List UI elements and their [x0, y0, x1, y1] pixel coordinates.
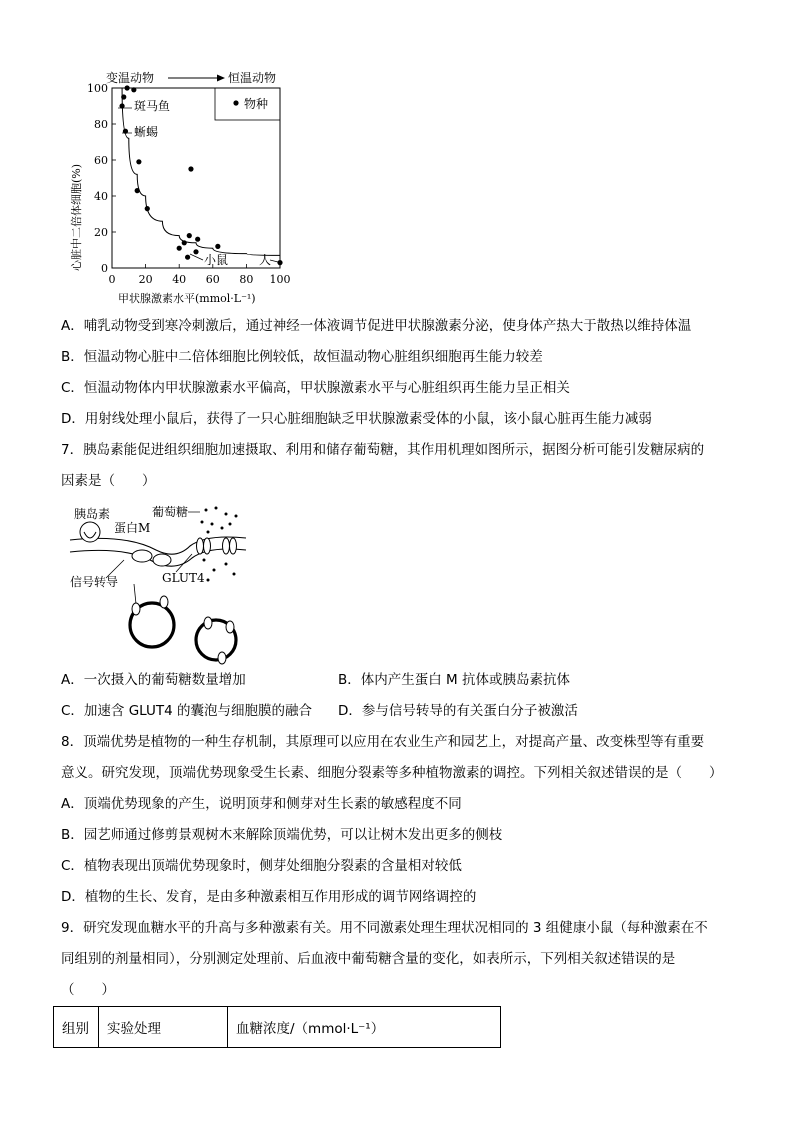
- data-point: [125, 85, 130, 90]
- q7-option-d: D．参与信号转导的有关蛋白分子被激活: [338, 703, 578, 719]
- label-insulin: 胰岛素: [74, 507, 111, 521]
- q9-stem-line-3: （ ）: [61, 982, 115, 998]
- label-glut4: GLUT4: [162, 571, 205, 585]
- label-signal-transduction: 信号转导: [70, 575, 119, 589]
- table-header-treatment: 实验处理: [99, 1007, 228, 1048]
- data-point: [195, 237, 200, 242]
- legend: [215, 88, 280, 120]
- q8-option-a: A．顶端优势现象的产生，说明顶芽和侧芽对生长素的敏感程度不同: [61, 796, 462, 812]
- data-point: [215, 244, 220, 249]
- annotation-zebrafish: 斑马鱼: [134, 99, 171, 113]
- q6-option-d: D．用射线处理小鼠后，获得了一只心脏细胞缺乏甲状腺激素受体的小鼠，该小鼠心脏再生能力减弱: [61, 411, 652, 427]
- y-tick-label: 40: [94, 190, 108, 203]
- annotation-mouse-leader: [190, 254, 203, 260]
- x-tick-label: 60: [205, 273, 220, 286]
- x-tick-label: 40: [172, 273, 187, 286]
- annotation-human-leader: [270, 260, 278, 262]
- q7-option-c: C．加速含 GLUT4 的囊泡与细胞膜的融合: [61, 703, 313, 719]
- legend-marker: [233, 100, 238, 105]
- data-point: [135, 188, 140, 193]
- data-point: [185, 255, 190, 260]
- q8-option-c: C．植物表现出顶端优势现象时，侧芽处细胞分裂素的含量相对较低: [61, 858, 462, 874]
- top-label-ectotherm: 变温动物: [106, 71, 155, 85]
- q8-option-b: B．园艺师通过修剪景观树木来解除顶端优势，可以让树木发出更多的侧枝: [61, 827, 503, 843]
- data-point: [193, 249, 198, 254]
- q6-option-c: C．恒温动物体内甲状腺激素水平偏高，甲状腺激素水平与心脏组织再生能力呈正相关: [61, 380, 570, 396]
- q6-option-b: B．恒温动物心脏中二倍体细胞比例较低，故恒温动物心脏组织细胞再生能力较差: [61, 349, 543, 365]
- x-tick-label: 0: [108, 273, 116, 286]
- y-tick-label: 100: [87, 82, 108, 95]
- table-header-group: 组别: [54, 1007, 99, 1048]
- data-point: [177, 246, 182, 251]
- q8-option-d: D．植物的生长、发育，是由多种激素相互作用形成的调节网络调控的: [61, 889, 477, 905]
- glut4-channel: [197, 538, 237, 554]
- data-point: [131, 87, 136, 92]
- data-point: [182, 240, 187, 245]
- annotation-mouse: 小鼠: [204, 253, 229, 267]
- data-point: [187, 233, 192, 238]
- glut4-vesicle-2: [196, 617, 236, 664]
- q7-stem-line-2: 因素是（ ）: [61, 473, 156, 489]
- annotation-human: 人: [259, 253, 272, 267]
- x-tick-label: 20: [138, 273, 153, 286]
- q8-stem-line-1: 8．顶端优势是植物的一种生存机制，其原理可以应用在农业生产和园艺上，对提高产量、改变株型等有重要: [61, 734, 705, 750]
- y-axis-label: 心脏中二倍体细胞(%): [70, 163, 83, 271]
- y-tick-label: 60: [94, 154, 108, 167]
- x-tick-label: 80: [239, 273, 254, 286]
- q7-option-a: A．一次摄入的葡萄糖数量增加: [61, 672, 246, 688]
- legend-label: 物种: [244, 97, 269, 111]
- glut4-vesicle-1: [130, 596, 174, 647]
- arrow-right-icon: [168, 75, 225, 82]
- x-tick-label: 100: [269, 273, 291, 286]
- label-glucose: 葡萄糖: [152, 505, 189, 519]
- x-axis-label: 甲状腺激素水平(mmol·L⁻¹): [118, 292, 256, 305]
- q9-data-table: [53, 1006, 501, 1048]
- data-point: [145, 206, 150, 211]
- q9-stem-line-1: 9．研究发现血糖水平的升高与多种激素有关。用不同激素处理生理状况相同的 3 组健康小鼠（每种激素在不: [61, 920, 708, 936]
- y-tick-label: 80: [94, 118, 108, 131]
- q8-stem-line-2: 意义。研究发现，顶端优势现象受生长素、细胞分裂素等多种植物激素的调控。下列相关叙述错误的是（ ）: [61, 765, 723, 781]
- q6-option-a: A．哺乳动物受到寒冷刺激后，通过神经一体液调节促进甲状腺激素分泌，使身体产热大于散热以维持体温: [61, 318, 692, 334]
- top-label-endotherm: 恒温动物: [228, 71, 277, 85]
- thyroid-scatter-chart: [60, 64, 310, 308]
- insulin-receptor: [80, 522, 100, 542]
- y-tick-label: 0: [101, 262, 108, 275]
- label-protein-m: 蛋白M: [114, 521, 151, 535]
- insulin-mechanism-diagram: [66, 500, 256, 666]
- q7-stem-line-1: 7．胰岛素能促进组织细胞加速摄取、利用和储存葡萄糖，其作用机理如图所示，据图分析可能引发糖尿病的: [61, 442, 705, 458]
- q7-option-b: B．体内产生蛋白 M 抗体或胰岛素抗体: [338, 672, 570, 688]
- table-header-glucose: 血糖浓度/（mmol·L⁻¹）: [228, 1007, 501, 1048]
- fit-curve: [122, 88, 280, 255]
- data-point: [121, 94, 126, 99]
- q9-stem-line-2: 同组别的剂量相同），分别测定处理前、后血液中葡萄糖含量的变化，如表所示，下列相关叙述错误的是: [61, 951, 676, 967]
- data-point: [277, 260, 282, 265]
- table-header-row: [54, 1007, 501, 1048]
- annotation-lizard: 蜥蜴: [134, 125, 159, 139]
- data-point: [188, 166, 193, 171]
- protein-m: [132, 550, 171, 566]
- data-point: [136, 159, 141, 164]
- y-tick-label: 20: [94, 226, 108, 239]
